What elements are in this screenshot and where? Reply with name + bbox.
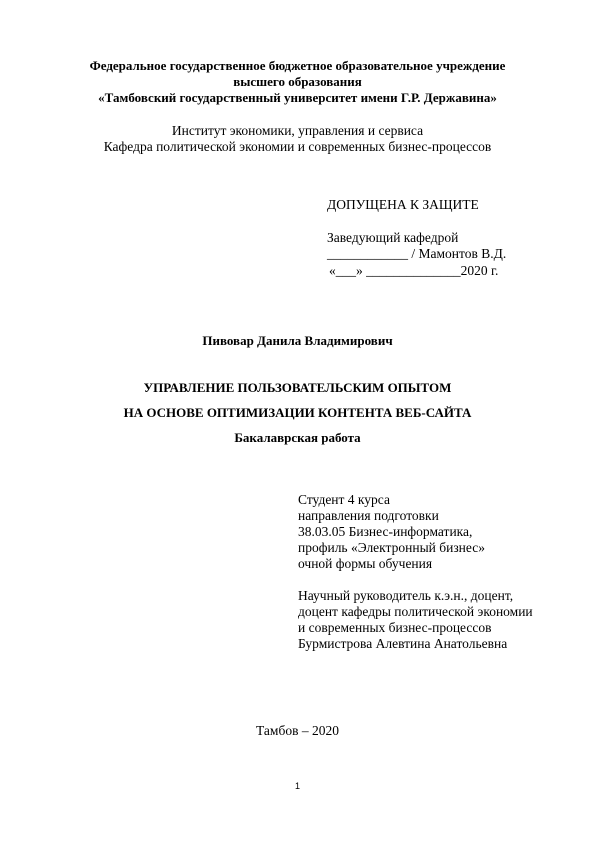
date-line: «___» ______________2020 г. [329,263,499,278]
department-line: Кафедра политической экономии и современных бизнес-процессов [103,139,492,154]
thesis-type: Бакалаврская работа [234,430,361,445]
header-line-2: высшего образования [233,74,362,89]
city-year: Тамбов – 2020 [256,723,339,738]
thesis-title-line-2: НА ОСНОВЕ ОПТИМИЗАЦИИ КОНТЕНТА ВЕБ-САЙТА [123,405,472,420]
supervisor-info-line: доцент кафедры политической экономии [298,604,533,619]
institute-line: Институт экономики, управления и сервиса [171,123,424,138]
student-info-line: Студент 4 курса [298,492,390,507]
student-info-line: направления подготовки [298,508,439,523]
header-line-1: Федеральное государственное бюджетное образовательное учреждение [89,58,506,73]
header-line-3: «Тамбовский государственный университет имени Г.Р. Державина» [98,90,497,105]
signature-line: ____________ / Мамонтов В.Д. [327,246,507,261]
student-info-line: очной формы обучения [298,556,433,571]
supervisor-info-line: Научный руководитель к.э.н., доцент, [298,588,514,603]
page-number: 1 [294,781,300,791]
thesis-title-line-1: УПРАВЛЕНИЕ ПОЛЬЗОВАТЕЛЬСКИМ ОПЫТОМ [143,380,452,395]
supervisor-info-line: Бурмистрова Алевтина Анатольевна [298,636,508,651]
admission-title: ДОПУЩЕНА К ЗАЩИТЕ [327,197,479,212]
head-of-department-label: Заведующий кафедрой [327,230,459,245]
student-info-line: профиль «Электронный бизнес» [298,540,485,555]
supervisor-info-line: и современных бизнес-процессов [298,620,492,635]
student-info-line: 38.03.05 Бизнес-информатика, [298,524,473,539]
author-name: Пивовар Данила Владимирович [202,333,393,348]
